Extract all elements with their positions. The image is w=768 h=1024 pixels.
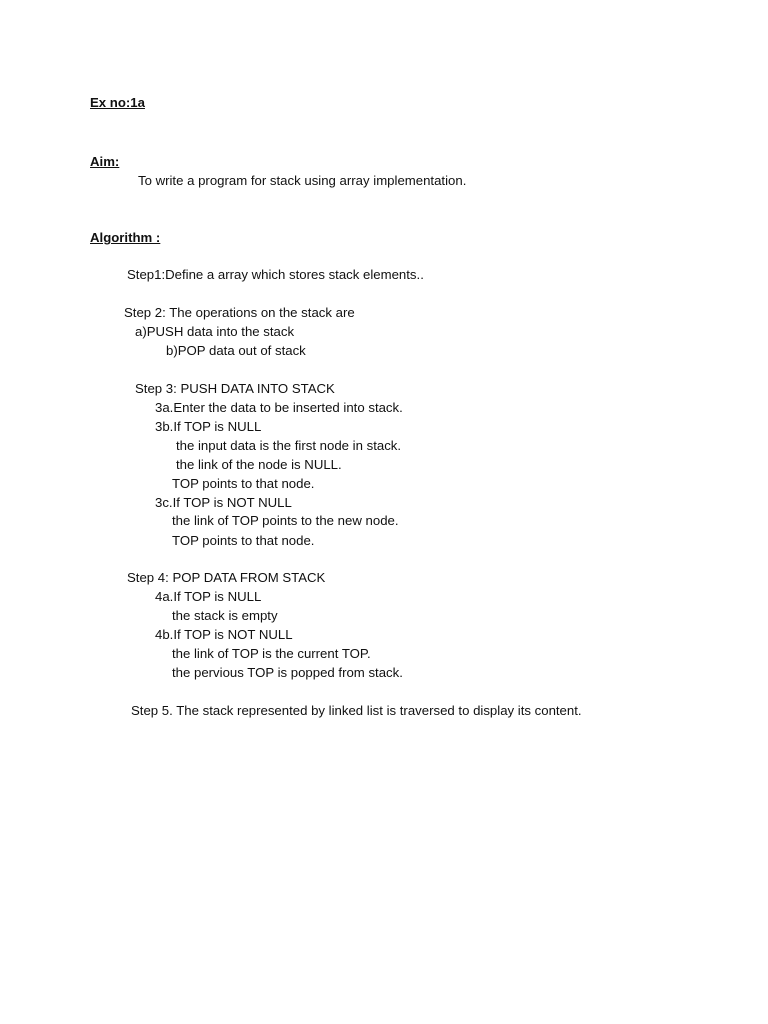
exercise-label: Ex no:1a bbox=[90, 95, 145, 110]
step-1: Step1:Define a array which stores stack elements.. bbox=[127, 267, 424, 282]
step-3-title: Step 3: PUSH DATA INTO STACK bbox=[135, 381, 335, 396]
step-3-b: 3b.If TOP is NULL bbox=[155, 419, 262, 434]
step-3-a: 3a.Enter the data to be inserted into stack. bbox=[155, 400, 403, 415]
step-2-title: Step 2: The operations on the stack are bbox=[124, 305, 355, 320]
aim-heading: Aim: bbox=[90, 154, 120, 169]
step-2-b: b)POP data out of stack bbox=[166, 343, 306, 358]
step-4-b-line-2: the pervious TOP is popped from stack. bbox=[172, 665, 403, 680]
aim-text: To write a program for stack using array implementation. bbox=[138, 173, 467, 188]
step-3-c: 3c.If TOP is NOT NULL bbox=[155, 495, 292, 510]
step-4-a: 4a.If TOP is NULL bbox=[155, 589, 262, 604]
step-5: Step 5. The stack represented by linked list is traversed to display its content. bbox=[131, 703, 582, 718]
step-3-c-line-1: the link of TOP points to the new node. bbox=[172, 513, 399, 528]
step-3-c-line-2: TOP points to that node. bbox=[172, 533, 315, 548]
algorithm-heading: Algorithm : bbox=[90, 230, 161, 245]
step-4-title: Step 4: POP DATA FROM STACK bbox=[127, 570, 326, 585]
step-4-b: 4b.If TOP is NOT NULL bbox=[155, 627, 293, 642]
step-4-b-line-1: the link of TOP is the current TOP. bbox=[172, 646, 371, 661]
step-4-a-line-1: the stack is empty bbox=[172, 608, 278, 623]
step-3-b-line-3: TOP points to that node. bbox=[172, 476, 315, 491]
step-3-b-line-2: the link of the node is NULL. bbox=[176, 457, 342, 472]
step-2-a: a)PUSH data into the stack bbox=[135, 324, 295, 339]
step-3-b-line-1: the input data is the first node in stack. bbox=[176, 438, 402, 453]
